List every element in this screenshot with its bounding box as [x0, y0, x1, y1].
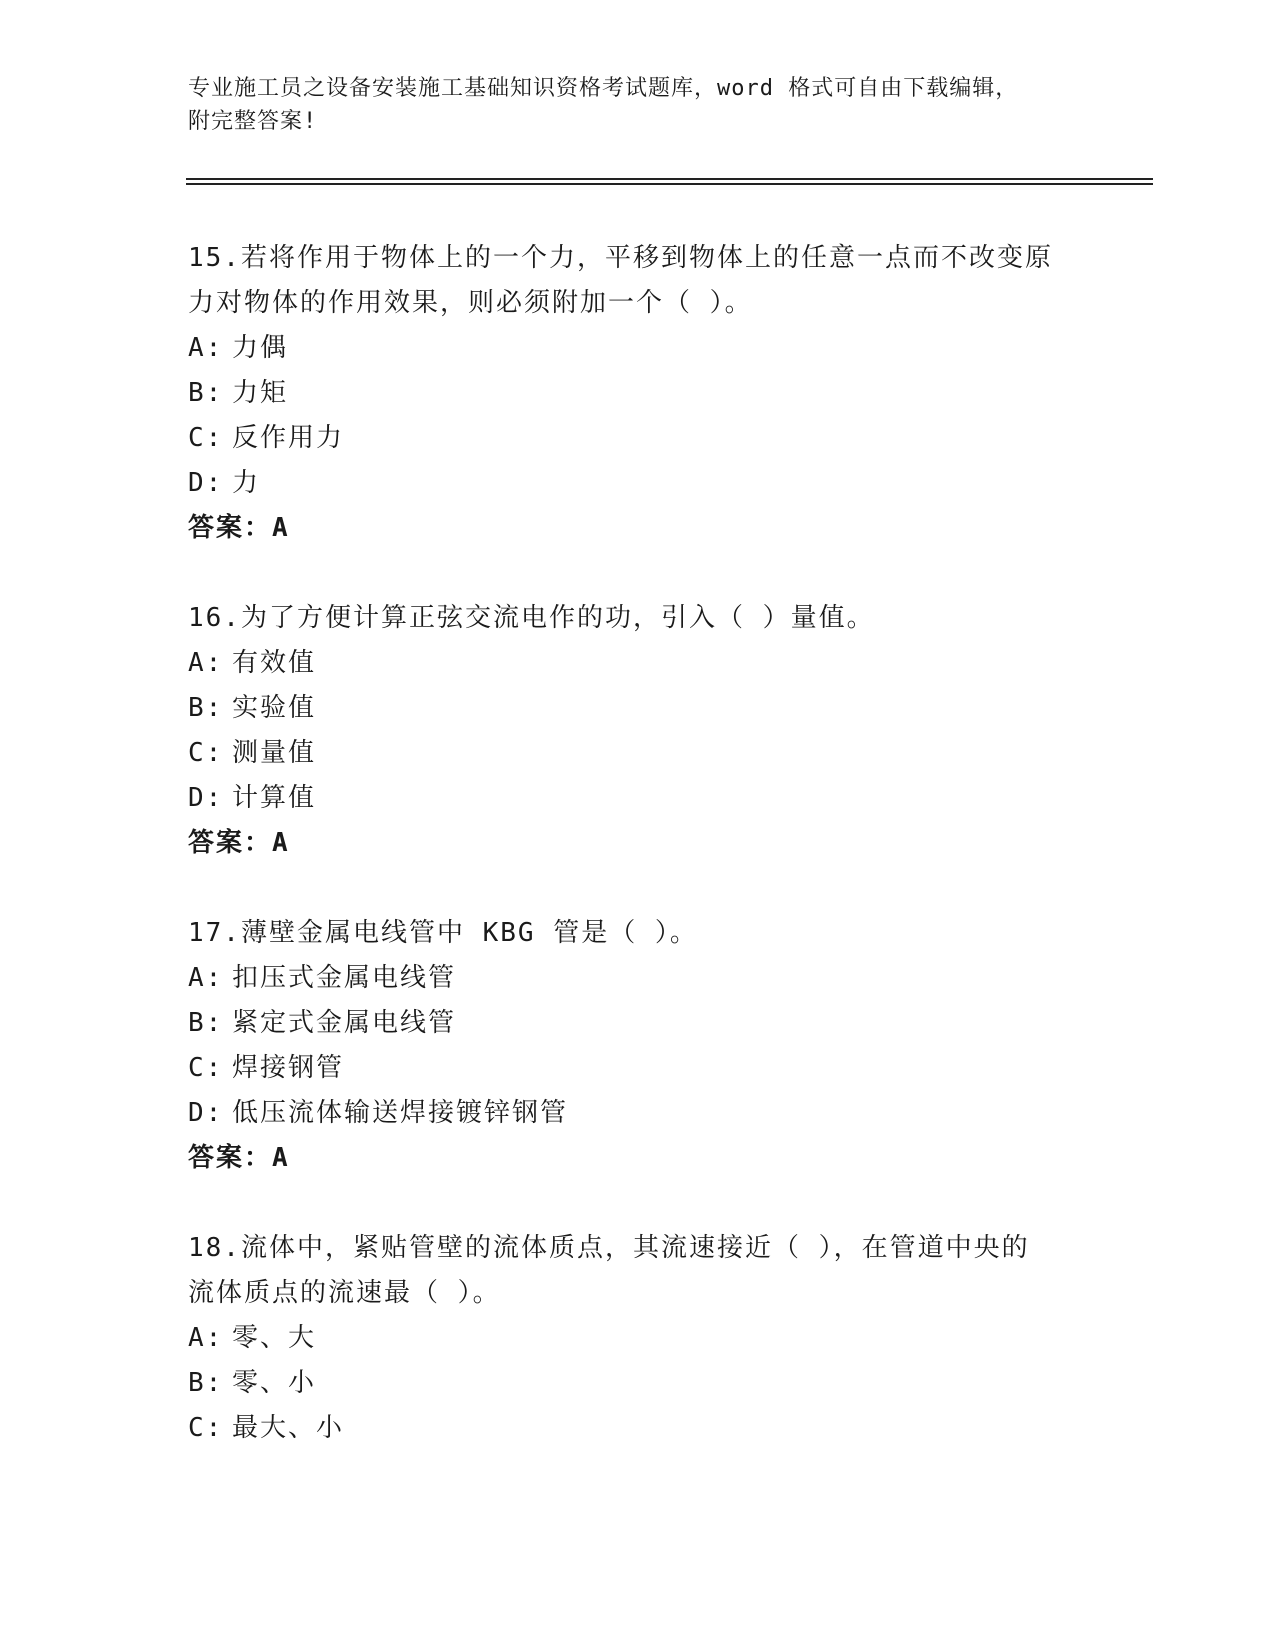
answer-option: [188, 1091, 1088, 1136]
answer-value: A: [272, 513, 290, 543]
question-text: 为了方便计算正弦交流电作的功，引入（ ）量值。: [240, 603, 875, 633]
option-text: 力矩: [232, 378, 289, 408]
question-text-line: [188, 596, 1088, 641]
option-text: 有效值: [232, 648, 317, 678]
question-text-line: [188, 1226, 1088, 1271]
option-text: 力: [232, 468, 261, 498]
option-text: 力偶: [232, 333, 289, 363]
answer-option: [188, 1361, 1088, 1406]
answer-option: [188, 416, 1088, 461]
answer-line: [188, 821, 1088, 866]
answer-label: 答案：: [188, 828, 273, 858]
option-text: 反作用力: [232, 423, 345, 453]
option-letter: A:: [188, 648, 224, 678]
option-letter: C:: [188, 1053, 224, 1083]
option-text: 实验值: [232, 693, 317, 723]
option-text: 零、大: [232, 1323, 317, 1353]
answer-option: [188, 731, 1088, 776]
option-text: 测量值: [232, 738, 317, 768]
answer-option: [188, 1001, 1088, 1046]
answer-value: A: [272, 1143, 290, 1173]
option-letter: B:: [188, 1008, 224, 1038]
option-text: 计算值: [232, 783, 317, 813]
header-line-2: 附完整答案!: [188, 109, 318, 134]
option-text: 最大、小: [232, 1413, 345, 1443]
question-text-line: [188, 236, 1088, 281]
question-text-continuation: 力对物体的作用效果，则必须附加一个（ ）。: [188, 288, 753, 318]
question-number: 18.: [188, 1233, 241, 1263]
question-text: 流体中，紧贴管壁的流体质点，其流速接近（ ），在管道中央的: [240, 1233, 1030, 1263]
option-text: 低压流体输送焊接镀锌钢管: [232, 1098, 569, 1128]
answer-option: [188, 1046, 1088, 1091]
option-letter: D:: [188, 1098, 224, 1128]
question-block: [188, 596, 1088, 866]
option-letter: B:: [188, 1368, 224, 1398]
question-block: [188, 911, 1088, 1181]
question-text-line: [188, 911, 1088, 956]
option-letter: B:: [188, 693, 224, 723]
answer-option: [188, 461, 1088, 506]
option-letter: C:: [188, 738, 224, 768]
answer-line: [188, 506, 1088, 551]
option-letter: A:: [188, 1323, 224, 1353]
answer-option: [188, 956, 1088, 1001]
question-number: 15.: [188, 243, 241, 273]
option-letter: C:: [188, 1413, 224, 1443]
option-letter: A:: [188, 333, 224, 363]
question-text-continuation: 流体质点的流速最（ ）。: [188, 1278, 501, 1308]
answer-option: [188, 326, 1088, 371]
answer-option: [188, 776, 1088, 821]
option-text: 零、小: [232, 1368, 317, 1398]
question-number: 16.: [188, 603, 241, 633]
answer-option: [188, 686, 1088, 731]
option-text: 紧定式金属电线管: [232, 1008, 457, 1038]
answer-line: [188, 1136, 1088, 1181]
question-number: 17.: [188, 918, 241, 948]
question-block: [188, 236, 1088, 551]
header-line-1: 专业施工员之设备安装施工基础知识资格考试题库，word 格式可自由下载编辑，: [188, 76, 1019, 101]
header-divider-top: [186, 178, 1153, 180]
option-text: 焊接钢管: [232, 1053, 345, 1083]
answer-option: [188, 371, 1088, 416]
answer-option: [188, 641, 1088, 686]
answer-option: [188, 1316, 1088, 1361]
question-text: 若将作用于物体上的一个力，平移到物体上的任意一点而不改变原: [240, 243, 1053, 273]
question-list: [188, 236, 1088, 1496]
document-header: [188, 72, 1068, 138]
option-letter: B:: [188, 378, 224, 408]
answer-label: 答案：: [188, 1143, 273, 1173]
answer-option: [188, 1406, 1088, 1451]
question-block: [188, 1226, 1088, 1451]
option-letter: D:: [188, 783, 224, 813]
answer-label: 答案：: [188, 513, 273, 543]
answer-value: A: [272, 828, 290, 858]
option-letter: A:: [188, 963, 224, 993]
question-text: 薄壁金属电线管中 KBG 管是（ ）。: [240, 918, 698, 948]
option-letter: D:: [188, 468, 224, 498]
option-letter: C:: [188, 423, 224, 453]
header-divider-bottom: [186, 183, 1153, 185]
option-text: 扣压式金属电线管: [232, 963, 457, 993]
